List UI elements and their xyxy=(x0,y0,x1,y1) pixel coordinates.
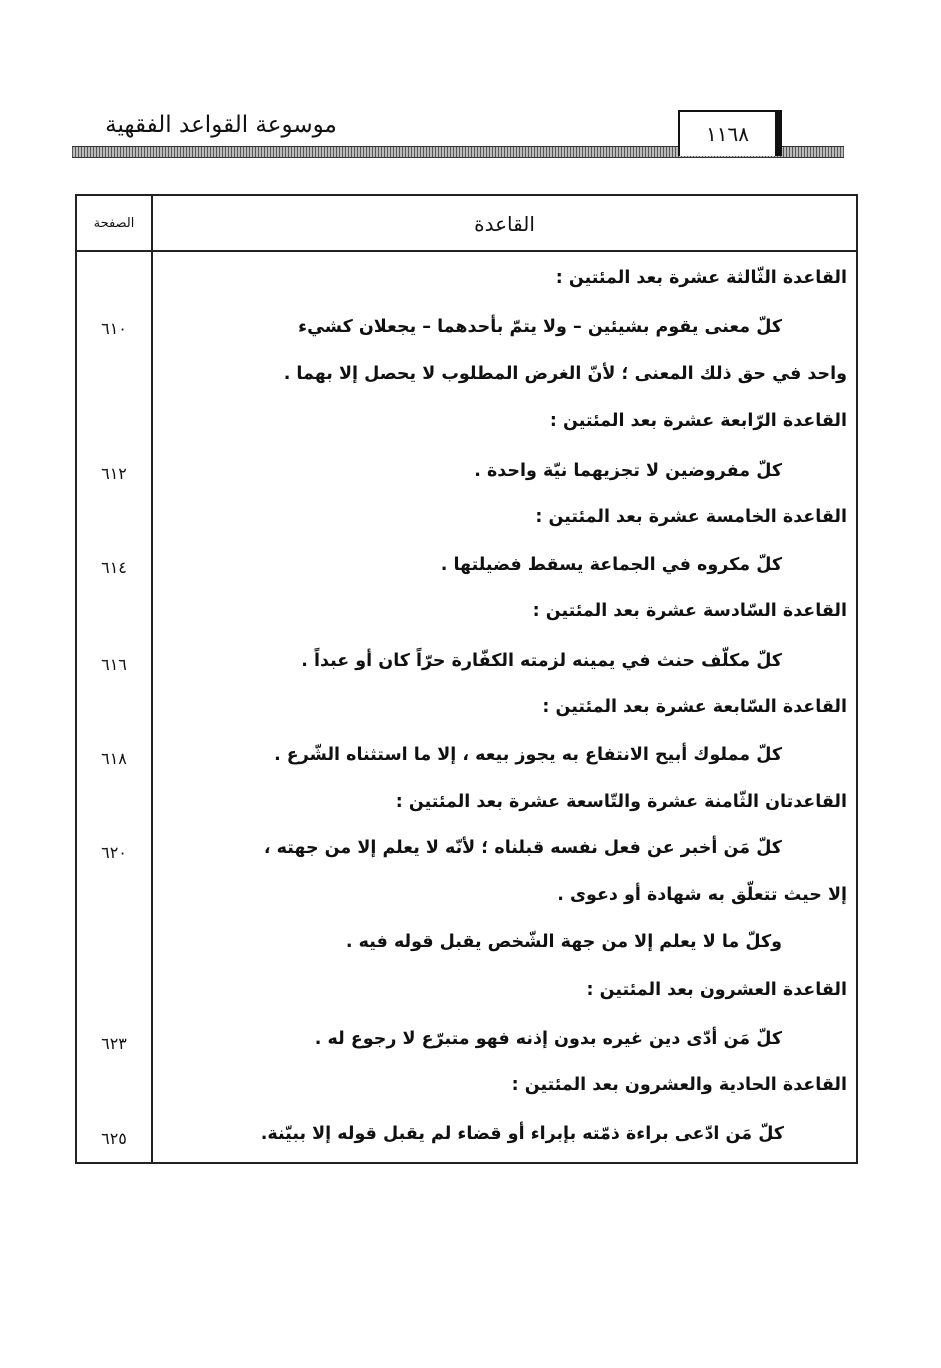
rule-page-number: ٦١٤ xyxy=(101,558,127,577)
rule-text: كلّ مكروه في الجماعة يسقط فضيلتها . xyxy=(440,555,782,575)
column-header-rule: القاعدة xyxy=(474,212,535,236)
rule-text: كلّ مفروضين لا تجزيهما نيّة واحدة . xyxy=(474,461,782,481)
rule-heading: القاعدة العشرون بعد المئتين : xyxy=(586,980,847,1000)
rule-page-number: ٦١٨ xyxy=(101,749,127,768)
rule-text: كلّ مَن أخبر عن فعل نفسه قبلناه ؛ لأنّه لا يعلم إلا من جهته ، xyxy=(263,838,782,858)
page-number-box xyxy=(678,110,782,156)
rule-text: كلّ مكلّف حنث في يمينه لزمته الكفّارة حرّاً كان أو عبداً . xyxy=(301,651,782,671)
rule-text: واحد في حق ذلك المعنى ؛ لأنّ الغرض المطلوب لا يحصل إلا بهما . xyxy=(283,364,847,384)
rule-heading: القاعدتان الثّامنة عشرة والتّاسعة عشرة بعد المئتين : xyxy=(395,792,847,812)
rule-heading: القاعدة الثّالثة عشرة بعد المئتين : xyxy=(555,268,847,288)
rule-text: كلّ مَن ادّعى براءة ذمّته بإبراء أو قضاء لم يقبل قوله إلا ببيّنة. xyxy=(260,1124,784,1144)
rule-page-number: ٦٢٣ xyxy=(101,1034,127,1053)
rules-index-table xyxy=(75,194,858,1164)
page-number: ١١٦٨ xyxy=(706,122,749,146)
table-header-row xyxy=(77,196,856,252)
rule-text: كلّ معنى يقوم بشيئين – ولا يتمّ بأحدهما – يجعلان كشيء xyxy=(298,317,782,337)
rule-page-number: ٦٢٥ xyxy=(101,1129,127,1148)
rule-heading: القاعدة السّابعة عشرة بعد المئتين : xyxy=(542,697,847,717)
rule-heading: القاعدة الرّابعة عشرة بعد المئتين : xyxy=(549,411,847,431)
rule-page-number: ٦١٠ xyxy=(101,319,127,338)
rule-text: إلا حيث تتعلّق به شهادة أو دعوى . xyxy=(557,885,847,905)
book-title: موسوعة القواعد الفقهية xyxy=(105,112,337,138)
rule-page-number: ٦١٦ xyxy=(101,655,127,674)
rule-heading: القاعدة الحادية والعشرون بعد المئتين : xyxy=(511,1075,847,1095)
rule-page-number: ٦١٢ xyxy=(101,464,127,483)
column-header-page: الصفحة xyxy=(93,216,135,231)
rule-text: وكلّ ما لا يعلم إلا من جهة الشّخص يقبل قوله فيه . xyxy=(345,932,782,952)
rule-heading: القاعدة السّادسة عشرة بعد المئتين : xyxy=(532,601,847,621)
rule-text: كلّ مملوك أبيح الانتفاع به يجوز بيعه ، إلا ما استثناه الشّرع . xyxy=(274,745,782,765)
column-divider xyxy=(151,196,153,1162)
rule-text: كلّ مَن أدّى دين غيره بدون إذنه فهو متبرّع لا رجوع له . xyxy=(314,1029,782,1049)
rule-heading: القاعدة الخامسة عشرة بعد المئتين : xyxy=(535,507,847,527)
rule-page-number: ٦٢٠ xyxy=(101,843,127,862)
